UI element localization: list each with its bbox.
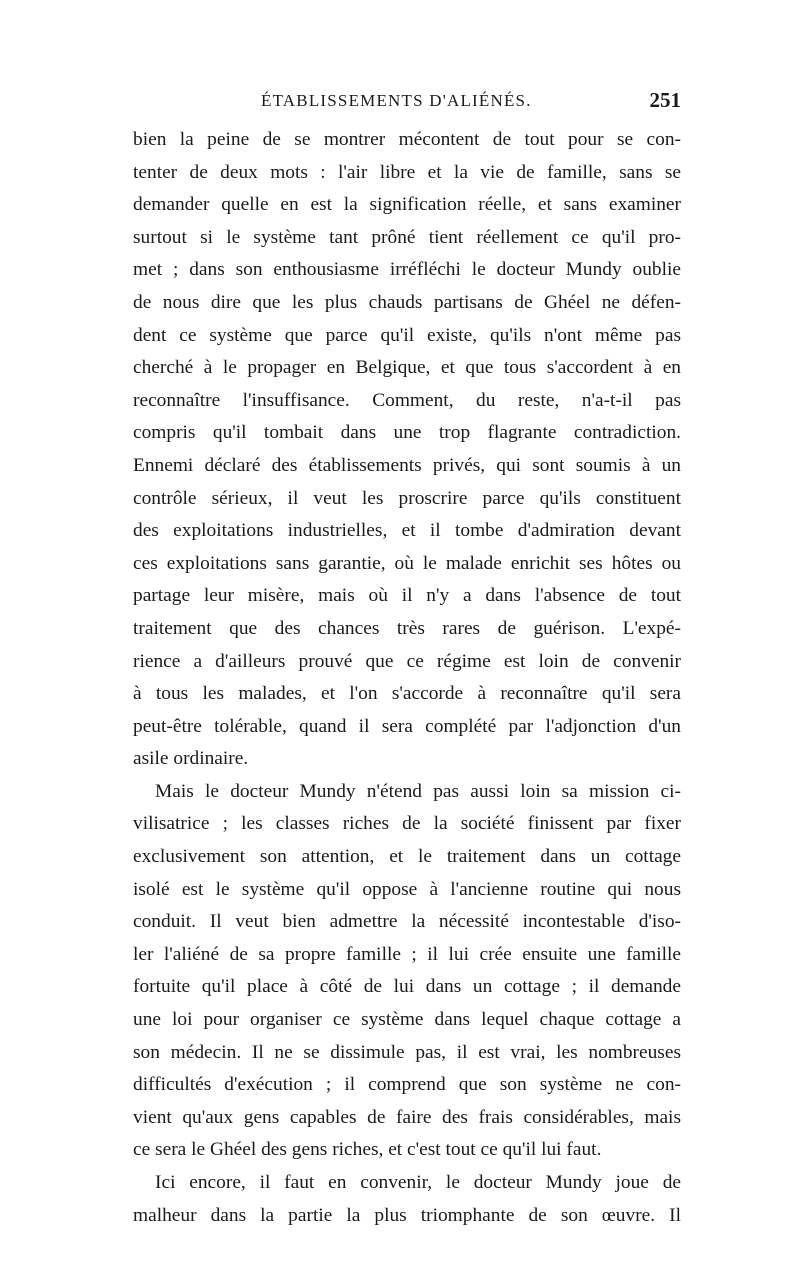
text-line: bien la peine de se montrer mécontent de tout pour se con- [133,129,681,150]
text-line: Mais le docteur Mundy n'étend pas aussi loin sa mission ci- [155,780,681,802]
text-line: met ; dans son enthousiasme irréfléchi le docteur Mundy oublie [133,259,681,281]
text-line: son médecin. Il ne se dissimule pas, il est vrai, les nombreuses [133,1041,681,1063]
text-line: vient qu'aux gens capables de faire des frais considérables, mais [133,1106,681,1128]
paragraph [133,1167,681,1232]
text-line: contrôle sérieux, il veut les proscrire parce qu'ils constituent [133,487,681,509]
text-line: exclusivement son attention, et le traitement dans un cottage [133,846,681,868]
text-line: de nous dire que les plus chauds partisans de Ghéel ne défen- [133,291,681,313]
text-line: isolé est le système qu'il oppose à l'ancienne routine qui nous [133,878,681,900]
body-text [133,124,681,1232]
text-line: ces exploitations sans garantie, où le malade enrichit ses hôtes ou [133,552,681,574]
paragraph [133,124,681,776]
text-line: malheur dans la partie la plus triomphante de son œuvre. Il [133,1204,681,1226]
text-line: tenter de deux mots : l'air libre et la vie de famille, sans se [133,161,681,183]
text-line: vilisatrice ; les classes riches de la société finissent par fixer [133,813,681,835]
text-line: une loi pour organiser ce système dans lequel chaque cottage a [133,1009,681,1031]
text-line: Ennemi déclaré des établissements privés, qui sont soumis à un [133,454,681,476]
text-line: à tous les malades, et l'on s'accorde à reconnaître qu'il sera [133,683,681,705]
text-line: difficultés d'exécution ; il comprend que son système ne con- [133,1074,681,1096]
text-line: Ici encore, il faut en convenir, le docteur Mundy joue de [155,1172,681,1193]
page-number: 251 [649,88,681,112]
text-line: surtout si le système tant prôné tient réellement ce qu'il pro- [133,226,681,248]
text-line: des exploitations industrielles, et il tombe d'admiration devant [133,520,681,542]
text-line: ler l'aliéné de sa propre famille ; il lui crée ensuite une famille [133,943,681,965]
text-line: dent ce système que parce qu'il existe, qu'ils n'ont même pas [133,324,681,346]
text-line: compris qu'il tombait dans une trop flagrante contradiction. [133,422,681,444]
text-line: traitement que des chances très rares de guérison. L'expé- [133,617,681,639]
running-head: ÉTABLISSEMENTS D'ALIÉNÉS. [261,91,532,110]
paragraph [133,776,681,1167]
text-line: fortuite qu'il place à côté de lui dans un cottage ; il demande [133,976,681,998]
page-header [133,88,681,122]
text-line: reconnaître l'insuffisance. Comment, du reste, n'a-t-il pas [133,389,681,411]
text-line: partage leur misère, mais où il n'y a dans l'absence de tout [133,585,681,607]
text-line: rience a d'ailleurs prouvé que ce régime est loin de convenir [133,650,681,672]
text-line: demander quelle en est la signification réelle, et sans examiner [133,194,681,216]
text-line: asile ordinaire. [133,748,249,770]
text-line: cherché à le propager en Belgique, et que tous s'accordent à en [133,357,681,379]
text-line: peut-être tolérable, quand il sera complété par l'adjonction d'un [133,715,681,737]
text-line: ce sera le Ghéel des gens riches, et c'est tout ce qu'il lui faut. [133,1139,602,1161]
text-line: conduit. Il veut bien admettre la nécessité incontestable d'iso- [133,911,681,933]
